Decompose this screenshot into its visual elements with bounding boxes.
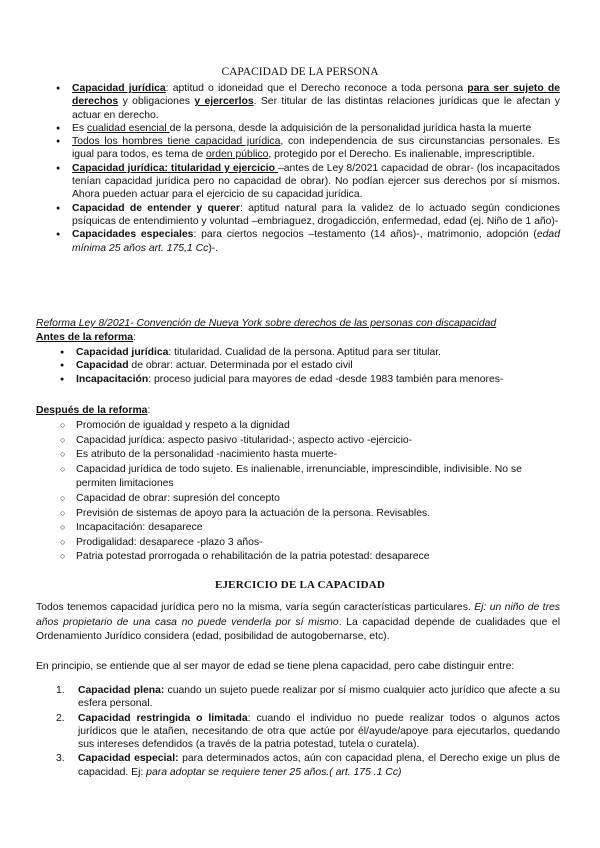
emphasis-span: Capacidad de entender y querer — [72, 202, 240, 214]
ejercicio-paragraph-1 — [36, 601, 560, 645]
capacity-bullet-list — [56, 82, 560, 255]
text-span: para determinados actos, aún con capacidad plena, el Derecho exige un plus de capacidad. Ej: — [78, 753, 560, 778]
text-span: –antes de Ley 8/2021 capacidad de obrar- (los incapacitados tenían capacidad jurídica pero no capacidad de obrar). No podían ejercer sus derechos por sí mismos. Ahora pueden actuar para el ejercicio de su capacidad jurídica. — [72, 162, 560, 201]
page-title: CAPACIDAD DE LA PERSONA — [221, 66, 379, 78]
text-span: Todos tenemos capacidad jurídica pero no la misma, varía según características particulares. — [36, 602, 475, 613]
emphasis-span: Incapacitación — [76, 373, 149, 385]
text-span: , protegido por el Derecho. Es inalienable, imprescriptible. — [268, 149, 535, 161]
item-number: 1. — [56, 685, 65, 696]
list-item — [56, 122, 560, 135]
list-item — [56, 202, 560, 229]
list-item: ○ Prodigalidad: desaparece -plazo 3 años- — [60, 536, 560, 551]
emphasis-span: Todos los hombres tiene capacidad jurídica — [72, 136, 281, 148]
list-item — [56, 162, 560, 202]
emphasis-span: orden público — [206, 149, 269, 161]
emphasis-span: Capacidades especiales — [72, 229, 194, 241]
heading-text: Antes de la reforma — [36, 332, 134, 343]
ejercicio-paragraph-2: En principio, se entiende que al ser mayor de edad se tiene plena capacidad, pero cabe distinguir entre: — [36, 661, 515, 672]
emphasis-span: cualidad esencial — [87, 122, 170, 134]
emphasis-span: Capacidad — [76, 360, 129, 372]
emphasis-span: para ser sujeto de derechos — [72, 83, 560, 108]
example-span: Ej: un niño de tres años propietario de una casa no puede venderla por sí mismo — [36, 602, 561, 628]
text-span: : — [133, 332, 136, 343]
section-title-ejercicio: EJERCICIO DE LA CAPACIDAD — [214, 579, 386, 591]
text-span: Es — [72, 122, 88, 134]
term-capacidad-juridica: Capacidad jurídica — [72, 83, 166, 94]
text-span: y obligaciones — [118, 96, 195, 108]
list-item: ○ Capacidad de obrar: supresión del concepto — [60, 492, 560, 507]
antes-heading — [36, 331, 136, 344]
text-span: : cuando el individuo no puede realizar todos o algunos actos jurídicos que le atañen, necesitando de otra que actúe por él/ayude/apoye para ejecutarlos, quedando sus intereses defendidos (a través de la patria potestad, tutela o curatela). — [78, 712, 560, 751]
text-span: . La capacidad depende de cualidades que el Ordenamiento Jurídico considera (edad, posibilidad de autogobernarse, etc). — [36, 616, 561, 642]
list-item — [56, 135, 560, 162]
list-item — [60, 359, 560, 372]
text-span: )-. — [208, 242, 219, 254]
item-number: 3. — [56, 753, 65, 765]
text-span: . Ser titular de las distintas relaciones jurídicas que le afectan y actuar en derecho. — [72, 96, 560, 121]
emphasis-span: Capacidad especial: — [78, 753, 179, 765]
text-span: : titularidad. Cualidad de la persona. Aptitud para ser titular. — [168, 347, 442, 358]
text-span: de la persona, desde la adquisición de la personalidad jurídica hasta la muerte — [169, 122, 532, 134]
text-span: : — [147, 405, 151, 416]
list-item: ○ Capacidad jurídica: aspecto pasivo -titularidad-; aspecto activo -ejercicio- — [60, 434, 560, 449]
emphasis-span: Capacidad plena: — [78, 685, 165, 696]
list-item — [60, 346, 560, 359]
list-item — [56, 228, 560, 255]
list-item — [60, 373, 560, 386]
italic-span: para adoptar se requiere tener 25 años.( art. 175 .1 Cc) — [146, 766, 402, 778]
list-item: ○ Incapacitación: desaparece — [60, 521, 560, 536]
italic-span: edad mínima 25 años art. 175,1 Cc — [72, 229, 560, 254]
heading-text: Después de la reforma — [36, 405, 148, 416]
capacity-types-list — [56, 684, 560, 779]
text-span: : para ciertos negocios –testamento (14 años)-, matrimonio, adopción ( — [193, 229, 537, 241]
emphasis-span: y ejercerlos — [194, 96, 254, 108]
list-item — [56, 684, 560, 711]
list-item: ○ Previsión de sistemas de apoyo para la actuación de la persona. Revisables. — [60, 507, 560, 522]
emphasis-span: Capacidad restringida o limitada — [78, 712, 248, 724]
list-item: ○ Promoción de igualdad y respeto a la dignidad — [60, 419, 560, 434]
list-item: ○ Capacidad jurídica de todo sujeto. Es inalienable, irrenunciable, imprescindible, indivisible. No se permiten limitaciones — [60, 463, 560, 492]
text-span: : aptitud natural para la validez de lo actuado según condiciones psíquicas de entendimiento y voluntad –embriaguez, drogadicción, enfermedad, edad (ej. Niño de 1 año)- — [72, 202, 560, 227]
despues-heading — [36, 404, 150, 417]
list-item: ○ Patria potestad prorrogada o rehabilitación de la patria potestad: desaparece — [60, 550, 560, 565]
text-span: cuando un sujeto puede realizar por sí mismo cualquier acto jurídico que afecte a su esfera personal. — [78, 685, 560, 710]
list-item: ○ Es atributo de la personalidad -nacimiento hasta muerte- — [60, 448, 560, 463]
list-item — [56, 752, 560, 779]
antes-list — [60, 346, 560, 386]
item-number: 2. — [56, 712, 65, 724]
text-span: : aptitud o idoneidad que el Derecho reconoce a toda persona — [165, 83, 468, 94]
list-item — [56, 712, 560, 752]
despues-list — [60, 419, 560, 565]
text-span: : proceso judicial para mayores de edad -desde 1983 también para menores- — [148, 373, 504, 385]
reforma-heading: Reforma Ley 8/2021- Convención de Nueva York sobre derechos de las personas con discapacidad — [36, 318, 497, 329]
emphasis-span: Capacidad jurídica: titularidad y ejercicio — [72, 162, 278, 174]
text-span: de obrar: actuar. Determinada por el estado civil — [128, 360, 353, 372]
text-span: , con independencia de sus circunstancias personales. Es igual para todos, es tema de — [72, 136, 560, 161]
list-item — [56, 82, 560, 122]
emphasis-span: Capacidad jurídica — [76, 347, 169, 358]
